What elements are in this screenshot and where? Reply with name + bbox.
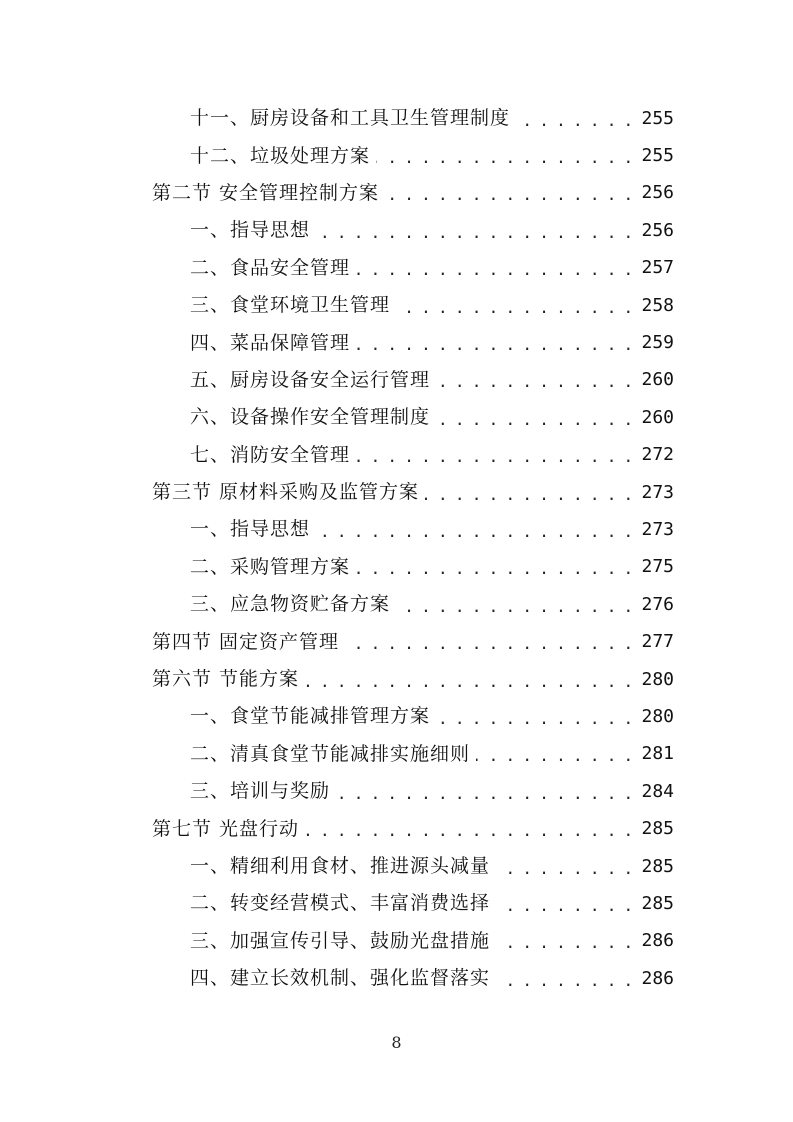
toc-entry-page: 260 bbox=[641, 406, 674, 428]
toc-section[interactable] bbox=[0, 474, 793, 511]
toc-entry[interactable] bbox=[0, 549, 793, 586]
toc-dot-leader bbox=[396, 599, 632, 617]
toc-entry-page: 255 bbox=[641, 107, 674, 129]
toc-entry-page: 281 bbox=[641, 743, 674, 765]
toc-entry-page: 286 bbox=[641, 967, 674, 989]
toc-entry-title: 七、消防安全管理 bbox=[190, 443, 351, 466]
toc-dot-leader bbox=[316, 225, 632, 243]
toc-dot-leader bbox=[316, 524, 632, 542]
toc-entry-page: 280 bbox=[641, 705, 674, 727]
toc-section-title: 第三节 原材料采购及监管方案 bbox=[152, 481, 420, 504]
toc-entry-title: 二、食品安全管理 bbox=[190, 256, 351, 279]
toc-entry-title: 一、指导思想 bbox=[190, 219, 311, 242]
toc-entry[interactable] bbox=[0, 773, 793, 810]
toc-entry-page: 276 bbox=[641, 593, 674, 615]
toc-entry-title: 十一、厨房设备和工具卫生管理制度 bbox=[190, 107, 511, 130]
toc-entry-title: 四、建立长效机制、强化监督落实 bbox=[190, 967, 491, 990]
toc-dot-leader bbox=[436, 374, 632, 392]
toc-entry-title: 十二、垃圾处理方案 bbox=[190, 144, 371, 167]
toc-dot-leader bbox=[336, 786, 632, 804]
toc-dot-leader bbox=[356, 337, 632, 355]
toc-entry[interactable] bbox=[0, 736, 793, 773]
toc-entry[interactable] bbox=[0, 698, 793, 735]
toc-dot-leader bbox=[496, 973, 632, 991]
toc-entry[interactable] bbox=[0, 287, 793, 324]
toc-entry-page: 260 bbox=[641, 369, 674, 391]
toc-dot-leader bbox=[305, 674, 632, 692]
toc-entry-page: 257 bbox=[641, 257, 674, 279]
toc-entry[interactable] bbox=[0, 212, 793, 249]
toc-entry[interactable] bbox=[0, 848, 793, 885]
toc-entry-page: 277 bbox=[641, 631, 674, 653]
toc-entry-page: 256 bbox=[641, 182, 674, 204]
toc-entry-title: 四、菜品保障管理 bbox=[190, 331, 351, 354]
toc-section[interactable] bbox=[0, 175, 793, 212]
toc-section-title: 第七节 光盘行动 bbox=[152, 817, 300, 840]
toc-entry-title: 三、应急物资贮备方案 bbox=[190, 593, 391, 616]
toc-entry-title: 六、设备操作安全管理制度 bbox=[190, 406, 431, 429]
toc-dot-leader bbox=[496, 861, 632, 879]
toc-dot-leader bbox=[396, 300, 632, 318]
toc-section-title: 第二节 安全管理控制方案 bbox=[152, 181, 380, 204]
toc-dot-leader bbox=[516, 113, 632, 131]
toc-entry-page: 273 bbox=[641, 518, 674, 540]
toc-dot-leader bbox=[345, 636, 632, 654]
toc-entry-page: 285 bbox=[641, 818, 674, 840]
toc-entry-title: 二、采购管理方案 bbox=[190, 555, 351, 578]
toc-entry-title: 二、清真食堂节能减排实施细则 bbox=[190, 742, 471, 765]
toc-entry-title: 一、精细利用食材、推进源头减量 bbox=[190, 855, 491, 877]
toc-entry-title: 一、食堂节能减排管理方案 bbox=[190, 705, 431, 728]
toc-entry-page: 280 bbox=[641, 668, 674, 690]
toc-dot-leader bbox=[356, 262, 632, 280]
toc-entry[interactable] bbox=[0, 137, 793, 174]
toc-dot-leader bbox=[496, 935, 632, 953]
page-number: 8 bbox=[391, 1033, 402, 1052]
table-of-contents bbox=[0, 100, 793, 997]
toc-dot-leader bbox=[356, 449, 632, 467]
toc-dot-leader bbox=[305, 823, 632, 841]
toc-section-title: 第六节 节能方案 bbox=[152, 668, 300, 691]
toc-section[interactable] bbox=[0, 661, 793, 698]
toc-entry-title: 三、食堂环境卫生管理 bbox=[190, 294, 391, 317]
toc-entry-title: 三、培训与奖励 bbox=[190, 780, 331, 803]
toc-dot-leader bbox=[356, 561, 632, 579]
toc-entry[interactable] bbox=[0, 399, 793, 436]
toc-entry-page: 285 bbox=[641, 892, 674, 914]
toc-dot-leader bbox=[436, 711, 632, 729]
toc-entry-page: 255 bbox=[641, 145, 674, 167]
toc-entry-page: 259 bbox=[641, 332, 674, 354]
toc-dot-leader bbox=[436, 412, 632, 430]
toc-dot-leader bbox=[425, 487, 632, 505]
toc-entry-page: 273 bbox=[641, 481, 674, 503]
toc-entry-page: 256 bbox=[641, 219, 674, 241]
toc-entry-page: 285 bbox=[641, 855, 674, 877]
toc-entry[interactable] bbox=[0, 885, 793, 922]
toc-entry[interactable] bbox=[0, 960, 793, 997]
toc-dot-leader bbox=[385, 187, 632, 205]
toc-entry[interactable] bbox=[0, 100, 793, 137]
toc-entry[interactable] bbox=[0, 324, 793, 361]
toc-dot-leader bbox=[476, 748, 632, 766]
toc-entry-title: 三、加强宣传引导、鼓励光盘措施 bbox=[190, 929, 491, 952]
toc-entry-title: 二、转变经营模式、丰富消费选择 bbox=[190, 892, 491, 915]
toc-entry-title: 五、厨房设备安全运行管理 bbox=[190, 368, 431, 391]
toc-entry[interactable] bbox=[0, 511, 793, 548]
toc-entry[interactable] bbox=[0, 923, 793, 960]
toc-section[interactable] bbox=[0, 623, 793, 660]
toc-entry[interactable] bbox=[0, 437, 793, 474]
toc-entry[interactable] bbox=[0, 586, 793, 623]
toc-dot-leader bbox=[376, 150, 632, 168]
toc-section-title: 第四节 固定资产管理 bbox=[152, 630, 340, 653]
toc-entry-page: 284 bbox=[641, 780, 674, 802]
toc-entry[interactable] bbox=[0, 362, 793, 399]
toc-dot-leader bbox=[496, 898, 632, 916]
toc-section[interactable] bbox=[0, 810, 793, 847]
toc-entry-page: 258 bbox=[641, 294, 674, 316]
toc-entry-page: 275 bbox=[641, 556, 674, 578]
toc-entry-page: 272 bbox=[641, 444, 674, 466]
toc-entry-title: 一、指导思想 bbox=[190, 518, 311, 541]
toc-entry[interactable] bbox=[0, 250, 793, 287]
toc-entry-page: 286 bbox=[641, 930, 674, 952]
